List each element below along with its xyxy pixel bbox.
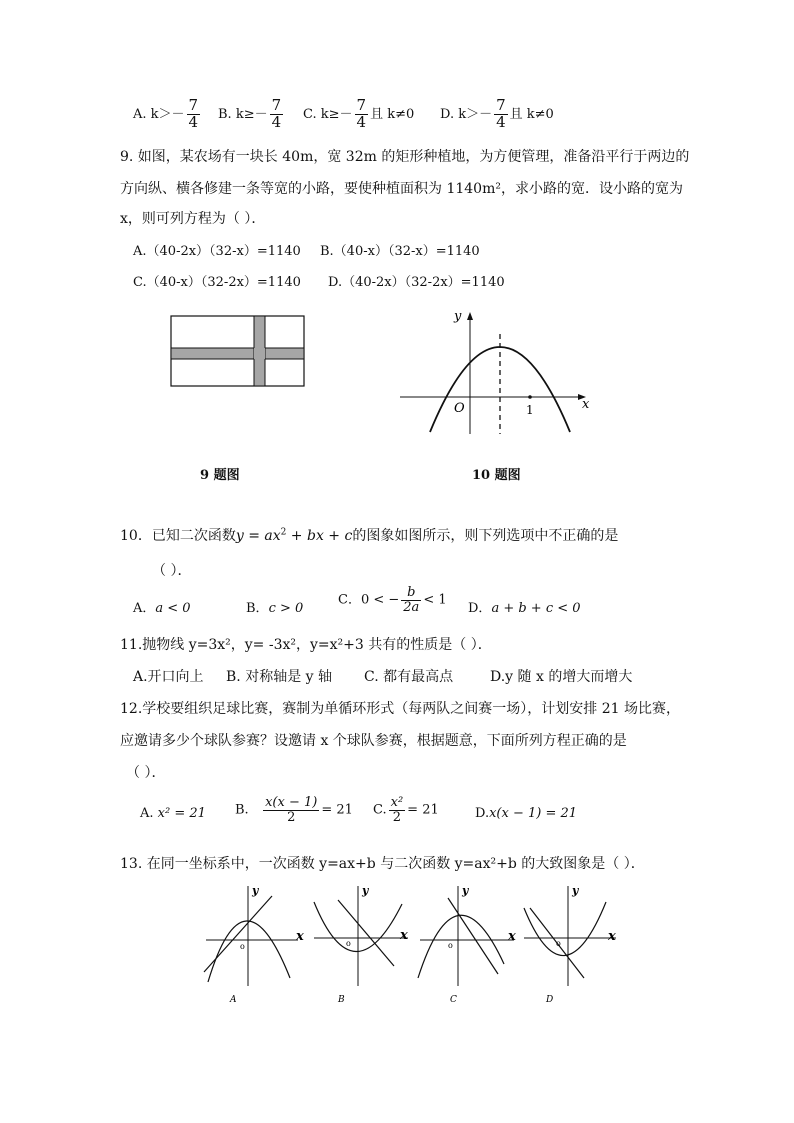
svg-text:x: x [296, 929, 304, 944]
parabola-c [418, 915, 504, 978]
q8-option-b: B. k≥－ $\frac{7}{4}$ [218, 96, 282, 131]
q12-line3: （ ）． [126, 765, 166, 781]
graph-c-label: C [450, 995, 457, 1005]
x-label: x [582, 397, 590, 412]
fig9-caption: 9 题图 [200, 468, 240, 483]
q13-graph-d [518, 882, 628, 1007]
svg-text:o: o [240, 942, 245, 951]
q10-option-c: C．0 < − $\frac{b}{2a}$ < 1 [338, 585, 447, 615]
point-one [528, 395, 532, 399]
road-crossing [254, 348, 265, 359]
q13-graph-c [412, 882, 522, 1007]
svg-text:y: y [572, 884, 579, 897]
q10-line2: （ ）． [152, 563, 192, 579]
fig10-parabola-graph [396, 306, 596, 436]
parabola-a [208, 921, 290, 982]
q10-option-a: A．a < 0 [133, 601, 191, 616]
line-a [204, 896, 272, 972]
q12-option-a: A. x² = 21 [140, 806, 206, 821]
q13-graph-a [194, 882, 304, 1007]
origin-label: O [454, 401, 465, 416]
q12-option-c: C. $\frac{\text{x²}}{2}$ = 21 [373, 795, 439, 825]
q8-option-c: C. k≥－ $\frac{7}{4}$ 且 k≠0 [303, 96, 415, 131]
svg-text:y: y [362, 884, 369, 897]
svg-text:x: x [508, 929, 516, 944]
q12-option-b: B. $\frac{x(x - 1)}{2}$ = 21 [235, 795, 353, 825]
q8-option-d: D. k＞－ $\frac{7}{4}$ 且 k≠0 [440, 96, 554, 131]
one-label: 1 [526, 403, 534, 417]
y-label: y [454, 309, 462, 324]
q9-line3: x，则可列方程为（ ）． [120, 211, 266, 227]
q9-option-b: B.（40-x）（32-x）=1140 [320, 244, 480, 259]
q11-option-a: A.开口向上 [133, 669, 204, 685]
horizontal-road [171, 348, 304, 359]
svg-text:o: o [346, 939, 351, 948]
svg-text:x: x [608, 929, 616, 944]
q13-line1: 13. 在同一坐标系中，一次函数 y=ax+b 与二次函数 y=ax²+b 的大致图象是（ ）． [120, 856, 645, 872]
svg-text:y: y [252, 884, 259, 897]
q12-line2: 应邀请多少个球队参赛？设邀请 x 个球队参赛，根据题意，下面所列方程正确的是 [120, 733, 627, 749]
graph-b-label: B [338, 995, 345, 1005]
q9-line2: 方向纵、横各修建一条等宽的小路，要使种植面积为 1140m²，求小路的宽．设小路的宽为 [120, 181, 683, 197]
q11-option-b: B. 对称轴是 y 轴 [226, 669, 332, 685]
q11-option-d: D.y 随 x 的增大而增大 [490, 669, 633, 685]
q9-option-d: D.（40-2x）（32-2x）=1140 [328, 275, 505, 290]
q9-line1: 9. 如图，某农场有一块长 40m，宽 32m 的矩形种植地，为方便管理，准备沿平行于两边的 [120, 149, 690, 165]
fig10-caption: 10 题图 [472, 468, 521, 483]
graph-a-label: A [230, 995, 237, 1005]
q10-line1: 10．已知二次函数$y = ax^2$ + bx + c的图象如图所示，则下列选项中不正确的是 [120, 527, 619, 544]
q13-graph-b [308, 882, 418, 1007]
q10-option-d: D．a + b + c < 0 [468, 601, 581, 616]
q8-option-a: A. k＞－ $\frac{7}{4}$ [133, 96, 199, 131]
q12-line1: 12.学校要组织足球比赛，赛制为单循环形式（每两队之间赛一场），计划安排 21 场比赛， [120, 701, 680, 717]
q12-option-d: D.x(x − 1) = 21 [475, 806, 578, 821]
y-axis-arrow [467, 312, 473, 320]
graph-d-label: D [546, 995, 554, 1005]
svg-text:o: o [556, 939, 561, 948]
q9-option-a: A.（40-2x）（32-x）=1140 [133, 244, 301, 259]
q9-option-c: C.（40-x）（32-2x）=1140 [133, 275, 301, 290]
parabola-d [524, 902, 606, 956]
q11-option-c: C. 都有最高点 [364, 669, 454, 685]
line-c [448, 898, 498, 974]
svg-text:y: y [462, 884, 469, 897]
fig9-field-diagram [168, 312, 308, 390]
q10-option-b: B．c > 0 [246, 601, 304, 616]
svg-text:o: o [448, 941, 453, 950]
line-b [338, 900, 394, 966]
q11-line1: 11.抛物线 y=3x²，y= -3x²，y=x²+3 共有的性质是（ ）． [120, 637, 492, 653]
svg-text:x: x [400, 928, 408, 943]
